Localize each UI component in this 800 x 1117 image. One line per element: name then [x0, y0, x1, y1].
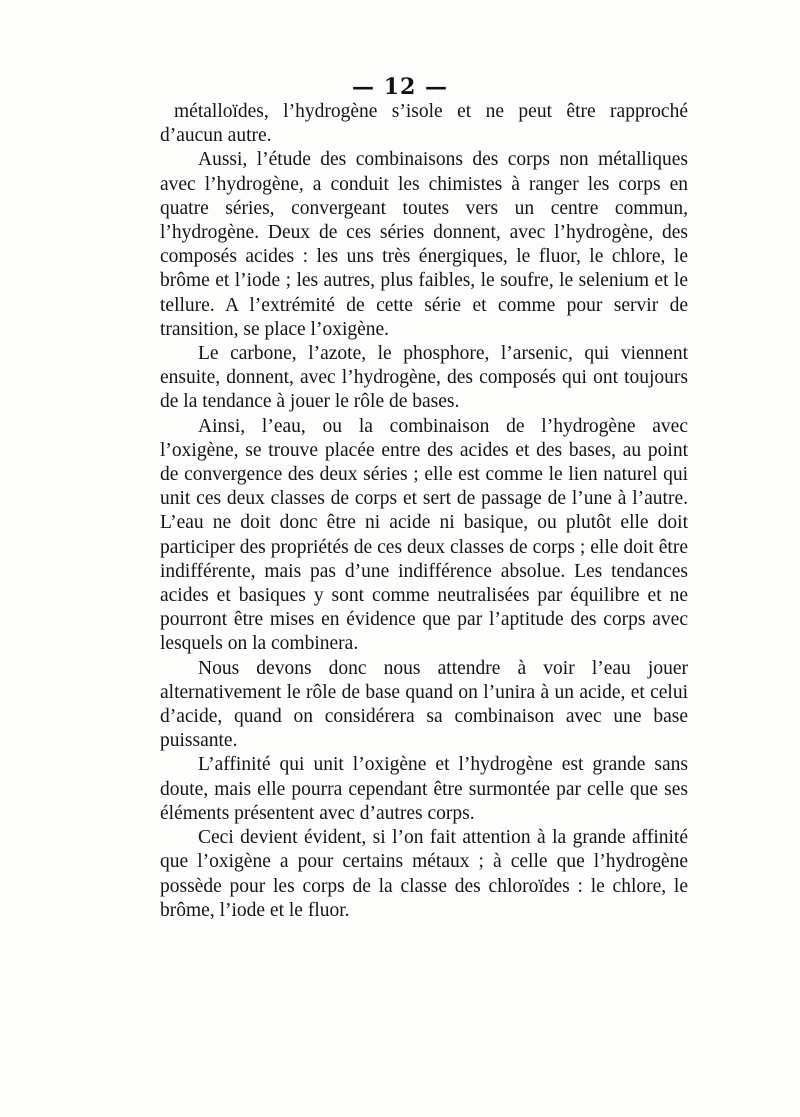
paragraph-7: Ceci devient évident, si l’on fait attention à la grande affinité que l’oxigène a pour certains métaux ; à celle que l’hydrogène possède pour les corps de la classe des chloroïdes : le chlore, le brôme, l’iode et le fluor.: [160, 827, 688, 921]
paragraph-6: L’affinité qui unit l’oxigène et l’hydrogène est grande sans doute, mais elle pourra cependant être surmontée par celle que ses éléments présentent avec d’autres corps.: [160, 754, 688, 824]
paragraph-5: Nous devons donc nous attendre à voir l’eau jouer alternativement le rôle de base quand on l’unira à un acide, et celui d’acide, quand on considérera sa combinaison avec une base puissante.: [160, 657, 688, 752]
body-text: [160, 100, 688, 923]
paragraph-3: Le carbone, l’azote, le phosphore, l’arsenic, qui viennent ensuite, donnent, avec l’hydrogène, des composés qui ont toujours de la tendance à jouer le rôle de bases.: [160, 343, 688, 413]
paragraph-1: métalloïdes, l’hydrogène s’isole et ne peut être rapproché d’aucun autre.: [160, 101, 688, 147]
paragraph-2: Aussi, l’étude des combinaisons des corps non métalliques avec l’hydrogène, a conduit les chimistes à ranger les corps en quatre séries, convergeant toutes vers un centre commun, l’hydrogène. Deux de ces séries donnent, avec l’hydrogène, des composés acides : les uns très énergiques, le fluor, le chlore, le brôme et l’iode ; les autres, plus faibles, le soufre, le selenium et le tellure. A l’extrémité de cette série et comme pour servir de transition, se place l’oxigène.: [160, 149, 688, 340]
paragraph-4: Ainsi, l’eau, ou la combinaison de l’hydrogène avec l’oxigène, se trouve placée entre des acides et des bases, au point de convergence des deux séries ; elle est comme le lien naturel qui unit ces deux classes de corps et sert de passage de l’une à l’autre. L’eau ne doit donc être ni acide ni basique, ou plutôt elle doit participer des propriétés de ces deux classes de corps ; elle doit être indifférente, mais pas d’une indifférence absolue. Les tendances acides et basiques y sont comme neutralisées par équilibre et ne pourront être mises en évidence que par l’aptitude des corps avec lesquels on la combinera.: [160, 415, 688, 655]
page-number: — 12 —: [352, 74, 448, 100]
